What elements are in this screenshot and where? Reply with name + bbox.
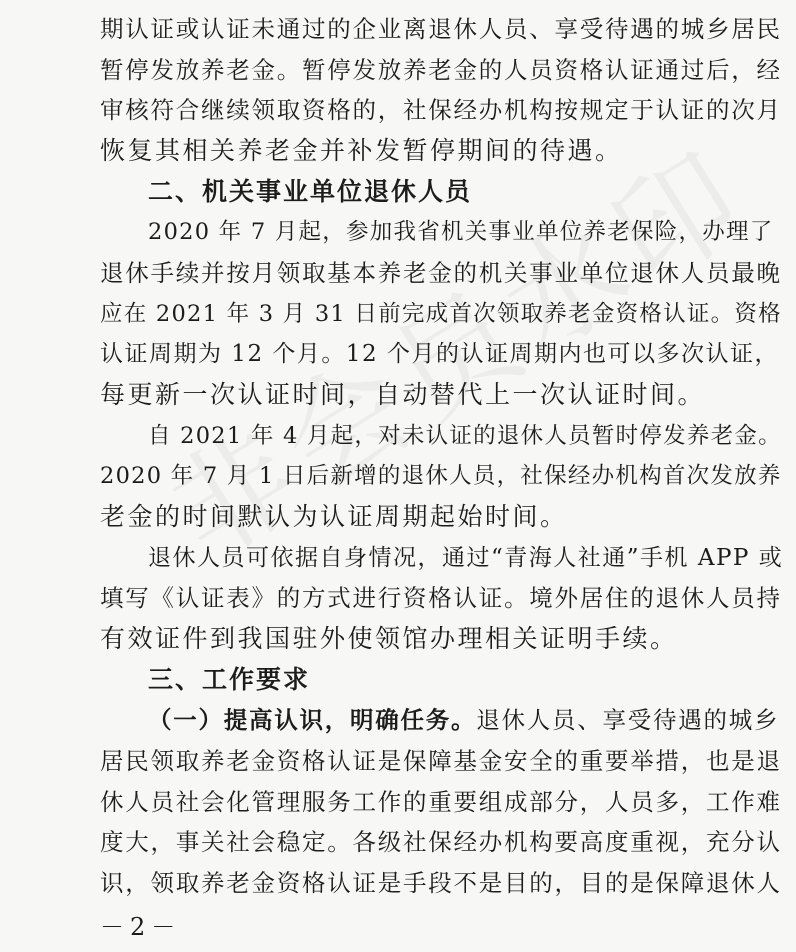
text-line: 期认证或认证未通过的企业离退休人员、享受待遇的城乡居民 xyxy=(100,15,782,43)
text-line: 休人员社会化管理服务工作的重要组成部分，人员多，工作难 xyxy=(100,788,782,816)
text-line: 认证周期为 12 个月。12 个月的认证周期内也可以多次认证， xyxy=(100,341,779,367)
text-line: 退休人员可依据自身情况，通过“青海人社通”手机 APP 或 xyxy=(148,545,784,571)
text-line: 恢复其相关养老金并补发暂停期间的待遇。 xyxy=(100,136,623,165)
text-line: 退休手续并按月领取基本养老金的机关事业单位退休人员最晚 xyxy=(100,259,782,287)
text-line: 有效证件到我国驻外使领馆办理相关证明手续。 xyxy=(100,624,678,653)
text-line: 自 2021 年 4 月起，对未认证的退休人员暂时停发养老金。 xyxy=(148,423,782,449)
text-line: 老金的时间默认为认证周期起始时间。 xyxy=(100,502,568,531)
text-line: 2020 年 7 月 1 日后新增的退休人员，社保经办机构首次发放养 xyxy=(100,463,782,489)
text-line: 应在 2021 年 3 月 31 日前完成首次领取养老金资格认证。资格 xyxy=(100,301,782,327)
page-number: －2－ xyxy=(100,913,182,941)
text-line: 审核符合继续领取资格的，社保经办机构按规定于认证的次月 xyxy=(100,96,782,124)
section-heading: 二、机关事业单位退休人员 xyxy=(148,177,473,206)
subsection-heading: （一）提高认识，明确任务。 xyxy=(148,706,477,734)
text-line: 识，领取养老金资格认证是手段不是目的，目的是保障退休人 xyxy=(100,869,782,897)
text-line: 填写《认证表》的方式进行资格认证。境外居住的退休人员持 xyxy=(100,584,782,612)
text-run: 退休人员、享受待遇的城乡 xyxy=(476,706,780,734)
text-line: 暂停发放养老金。暂停发放养老金的人员资格认证通过后，经 xyxy=(100,56,782,84)
section-heading: 三、工作要求 xyxy=(148,665,311,694)
text-line: 度大，事关社会稳定。各级社保经办机构要高度重视，充分认 xyxy=(100,828,782,856)
text-line: 每更新一次认证时间，自动替代上一次认证时间。 xyxy=(100,380,706,409)
text-line: 2020 年 7 月起，参加我省机关事业单位养老保险，办理了 xyxy=(148,219,774,245)
text-line: 居民领取养老金资格认证是保障基金安全的重要举措，也是退 xyxy=(100,747,782,775)
